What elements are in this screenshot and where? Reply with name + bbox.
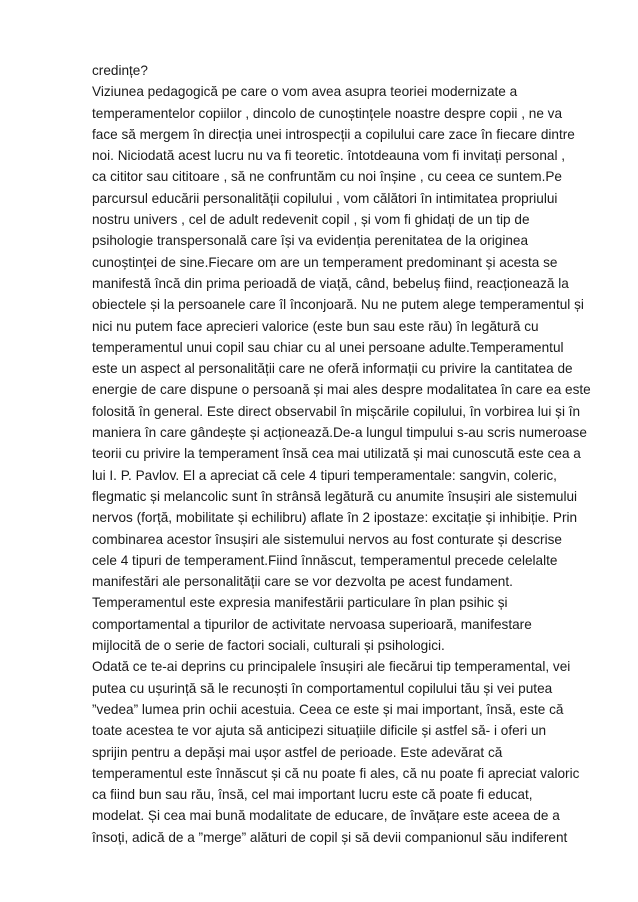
text-line: putea cu ușurință să le recunoști în comportamentul copilului tău și vei putea — [92, 680, 553, 696]
text-line: nici nu putem face aprecieri valorice (este bun sau este rău) în legătură cu — [92, 318, 539, 334]
text-line: obiectele și la persoanele care îl înconjoară. Nu ne putem alege temperamentul și — [92, 297, 584, 313]
text-line: combinarea acestor însușiri ale sistemului nervos au fost conturate și descrise — [92, 531, 562, 547]
text-line: folosită în general. Este direct observabil în mișcările copilului, în vorbirea lui și în — [92, 403, 581, 419]
text-line: noi. Niciodată acest lucru nu va fi teoretic. întotdeauna vom fi invitați personal , — [92, 148, 566, 164]
text-line: ”vedea” lumea prin ochii acestuia. Ceea ce este și mai important, însă, este că — [92, 701, 564, 717]
text-line: manifestă încă din prima perioadă de viață, când, bebeluș fiind, reacționează la — [92, 275, 569, 291]
text-line: este un aspect al personalității care ne oferă informații cu privire la cantitatea de — [92, 361, 573, 377]
text-line: temperamentul unui copil sau chiar cu al unei persoane adulte.Temperamentul — [92, 339, 564, 355]
text-line: psihologie transpersonală care își va evidenția perenitatea de la originea — [92, 233, 529, 249]
text-line: Viziunea pedagogică pe care o vom avea asupra teoriei modernizate a — [92, 84, 518, 100]
text-line: nostru univers , cel de adult redevenit copil , și vom fi ghidați de un tip de — [92, 212, 530, 228]
text-line: credințe? — [92, 63, 148, 78]
text-line: flegmatic și melancolic sunt în strânsă legătură cu anumite însușiri ale sistemului — [92, 488, 578, 504]
text-line: Odată ce te-ai deprins cu principalele însușiri ale fiecărui tip temperamental, vei — [92, 659, 571, 675]
text-line: comportamental a tipurilor de activitate nervoasa superioară, manifestare — [92, 616, 532, 632]
text-line: cele 4 tipuri de temperament.Fiind înnăscut, temperamentul precede celelalte — [92, 552, 558, 568]
body-text — [92, 60, 592, 848]
text-line: modelat. Și cea mai bună modalitate de educare, de învățare este aceea de a — [92, 808, 560, 824]
text-line: face să mergem în direcția unei introspecții a copilului care zace în fiecare dintre — [92, 126, 575, 142]
text-line: nervos (forță, mobilitate și echilibru) aflate în 2 ipostaze: excitație și inhibiție. Prin — [92, 510, 578, 526]
text-line: însoți, adică de a ”merge” alături de copil și să devii companionul său indiferent — [92, 829, 568, 845]
text-line: ca fiind bun sau rău, însă, cel mai important lucru este că poate fi educat, — [92, 787, 533, 803]
text-line: temperamentelor copiilor , dincolo de cunoștințele noastre despre copii , ne va — [92, 105, 563, 121]
text-line: sprijin pentru a depăși mai ușor astfel de perioade. Este adevărat că — [92, 744, 503, 760]
text-line: mijlocită de o serie de factori sociali, culturali și psihologici. — [92, 638, 445, 654]
text-line: teorii cu privire la temperament însă cea mai utilizată și mai cunoscută este cea a — [92, 446, 581, 462]
text-line: maniera în care gândește și acționează.De-a lungul timpului s-au scris numeroase — [92, 425, 587, 441]
text-line: parcursul educării personalității copilului , vom călători în intimitatea propriului — [92, 190, 558, 206]
text-line: lui I. P. Pavlov. El a apreciat că cele 4 tipuri temperamentale: sangvin, coleric, — [92, 467, 557, 483]
text-line: temperamentul este înnăscut și că nu poate fi ales, că nu poate fi apreciat valoric — [92, 765, 580, 781]
text-line: cunoștinței de sine.Fiecare om are un temperament predominant și acesta se — [92, 254, 558, 270]
text-line: ca cititor sau cititoare , să ne confruntăm cu noi înșine , cu ceea ce suntem.Pe — [92, 169, 562, 185]
text-line: toate acestea te vor ajuta să anticipezi situațiile dificile și astfel să- i oferi un — [92, 723, 547, 739]
text-line: energie de care dispune o persoană și mai ales despre modalitatea în care ea este — [92, 382, 591, 398]
text-line: manifestări ale personalității care se vor dezvolta pe acest fundament. — [92, 574, 513, 590]
text-line: Temperamentul este expresia manifestării particulare în plan psihic și — [92, 595, 508, 611]
